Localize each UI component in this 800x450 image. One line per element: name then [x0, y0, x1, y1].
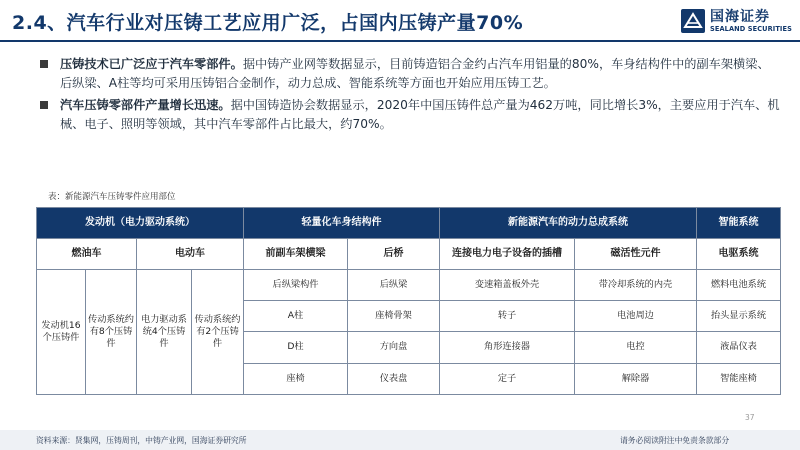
table-cell: 液晶仪表	[697, 332, 781, 363]
table-cell: A柱	[244, 301, 348, 332]
page-title: 2.4、汽车行业对压铸工艺应用广泛，占国内压铸产量70%	[12, 12, 524, 34]
bullet-list	[40, 55, 780, 137]
table-cell: 带冷却系统的内壳	[575, 270, 697, 301]
bullet-item	[40, 55, 780, 93]
table-cell: 座椅骨架	[348, 301, 440, 332]
header-engine: 发动机（电力驱动系统）	[37, 208, 244, 239]
transmission-cell: 传动系统约有8个压铸件	[86, 270, 137, 395]
table-cell: 角形连接器	[440, 332, 575, 363]
footer-disclaimer: 请务必阅读附注中免责条款部分	[620, 436, 730, 445]
subheader-fuel-car: 燃油车	[37, 239, 137, 270]
logo-chinese-name: 国海证券	[710, 9, 770, 25]
table-cell: 后纵梁构件	[244, 270, 348, 301]
table-cell: 仪表盘	[348, 363, 440, 394]
motor-cell: 电力驱动系统4个压铸件	[137, 270, 192, 395]
title-divider	[0, 40, 800, 42]
bullet-text: 据中铸产业网等数据显示，目前铸造铝合金约占汽车用铝量的80%，车身结构件中的副车架横梁、后纵梁、A柱等均可采用压铸铝合金制作，动力总成、智能系统等方面也开始应用压铸工艺。	[60, 57, 770, 90]
page-number: 37	[745, 413, 755, 422]
bullet-lead: 汽车压铸零部件产量增长迅速。	[60, 98, 231, 112]
header-body: 轻量化车身结构件	[244, 208, 440, 239]
table-cell: 变速箱盖板外壳	[440, 270, 575, 301]
table-row	[37, 270, 781, 301]
table-cell: 电池周边	[575, 301, 697, 332]
table-cell: 方向盘	[348, 332, 440, 363]
logo-english-name: SEALAND SECURITIES	[710, 25, 792, 33]
table-cell: 定子	[440, 363, 575, 394]
table-cell: D柱	[244, 332, 348, 363]
table-cell: 抬头显示系统	[697, 301, 781, 332]
logo-mark-icon	[680, 8, 706, 34]
application-table	[36, 207, 781, 395]
subheader-electric-car: 电动车	[137, 239, 244, 270]
bullet-text: 据中国铸造协会数据显示，2020年中国压铸件总产量为462万吨，同比增长3%，主要应用于汽车、机械、电子、照明等领域，其中汽车零部件占比最大，约70%。	[60, 98, 780, 131]
table-cell: 磁活性元件	[575, 239, 697, 270]
table-cell: 电驱系统	[697, 239, 781, 270]
bullet-lead: 压铸技术已广泛应于汽车零部件。	[60, 57, 243, 71]
footer-source: 资料来源：贤集网，压铸周刊，中铸产业网，国海证券研究所	[36, 436, 247, 445]
table-cell: 转子	[440, 301, 575, 332]
table-cell: 智能座椅	[697, 363, 781, 394]
table-cell: 后纵梁	[348, 270, 440, 301]
table-cell: 电控	[575, 332, 697, 363]
table-cell: 后桥	[348, 239, 440, 270]
bullet-item	[40, 96, 780, 134]
table-cell: 连接电力电子设备的插槽	[440, 239, 575, 270]
square-bullet-icon	[40, 101, 48, 109]
table-header-row	[37, 208, 781, 239]
table-cell: 解除器	[575, 363, 697, 394]
square-bullet-icon	[40, 60, 48, 68]
engine-cell: 发动机16个压铸件	[37, 270, 86, 395]
header-powertrain: 新能源汽车的动力总成系统	[440, 208, 697, 239]
table-cell: 座椅	[244, 363, 348, 394]
table-caption: 表：新能源汽车压铸零件应用部位	[48, 192, 176, 202]
table-cell: 前副车架横梁	[244, 239, 348, 270]
table-row	[37, 239, 781, 270]
footer-bar	[0, 430, 800, 450]
ev-transmission-cell: 传动系统约有2个压铸件	[192, 270, 244, 395]
header-smart: 智能系统	[697, 208, 781, 239]
company-logo	[680, 6, 796, 38]
table-cell: 燃料电池系统	[697, 270, 781, 301]
